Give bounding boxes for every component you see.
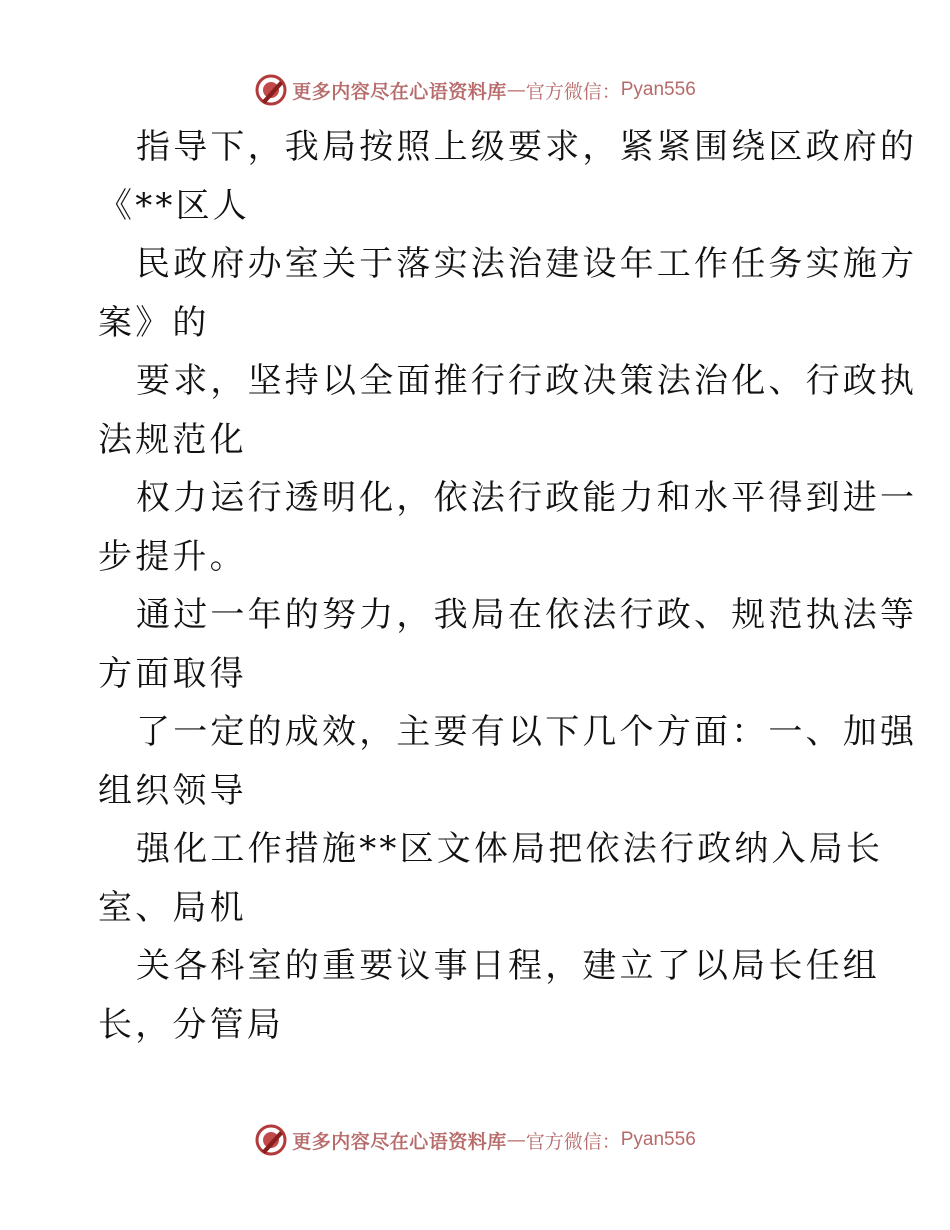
- banner-separator: —: [506, 1129, 526, 1151]
- banner-wechat-id: Pyan556: [620, 79, 696, 100]
- footer-banner: [0, 1120, 950, 1160]
- paragraph-line: 长，分管局: [98, 1004, 284, 1045]
- pen-seal-logo-icon: [254, 1123, 288, 1157]
- paragraph-line: 指导下，我局按照上级要求，紧紧围绕区政府的: [136, 127, 918, 167]
- paragraph-line: 步提升。: [98, 536, 247, 577]
- paragraph-line: 权力运行透明化，依法行政能力和水平得到进一: [136, 478, 918, 518]
- header-banner: [0, 70, 950, 110]
- paragraph-line: 案》的: [98, 302, 210, 343]
- banner-title: 更多内容尽在心语资料库: [292, 80, 507, 103]
- paragraph-line: 室、局机: [98, 887, 247, 928]
- paragraph-line: 民政府办室关于落实法治建设年工作任务实施方: [136, 244, 918, 284]
- paragraph-line: 关各科室的重要议事日程，建立了以局长任组: [136, 946, 880, 986]
- pen-seal-logo-icon: [254, 73, 288, 107]
- paragraph-line: 强化工作措施**区文体局把依法行政纳入局长: [136, 829, 884, 869]
- paragraph-line: 通过一年的努力，我局在依法行政、规范执法等: [136, 595, 918, 635]
- paragraph-line: 方面取得: [98, 653, 247, 694]
- banner-wechat-id: Pyan556: [620, 1129, 696, 1150]
- banner-subtitle: 官方微信：: [525, 80, 621, 103]
- banner-title: 更多内容尽在心语资料库: [292, 1130, 507, 1153]
- document-body: [98, 118, 918, 1054]
- paragraph-line: 《**区人: [98, 185, 250, 226]
- paragraph-line: 要求，坚持以全面推行行政决策法治化、行政执: [136, 361, 918, 401]
- paragraph-line: 组织领导: [98, 770, 247, 811]
- banner-subtitle: 官方微信：: [525, 1130, 621, 1153]
- paragraph-line: 法规范化: [98, 419, 247, 460]
- paragraph-line: 了一定的成效，主要有以下几个方面：一、加强: [136, 712, 918, 752]
- banner-separator: —: [506, 79, 526, 101]
